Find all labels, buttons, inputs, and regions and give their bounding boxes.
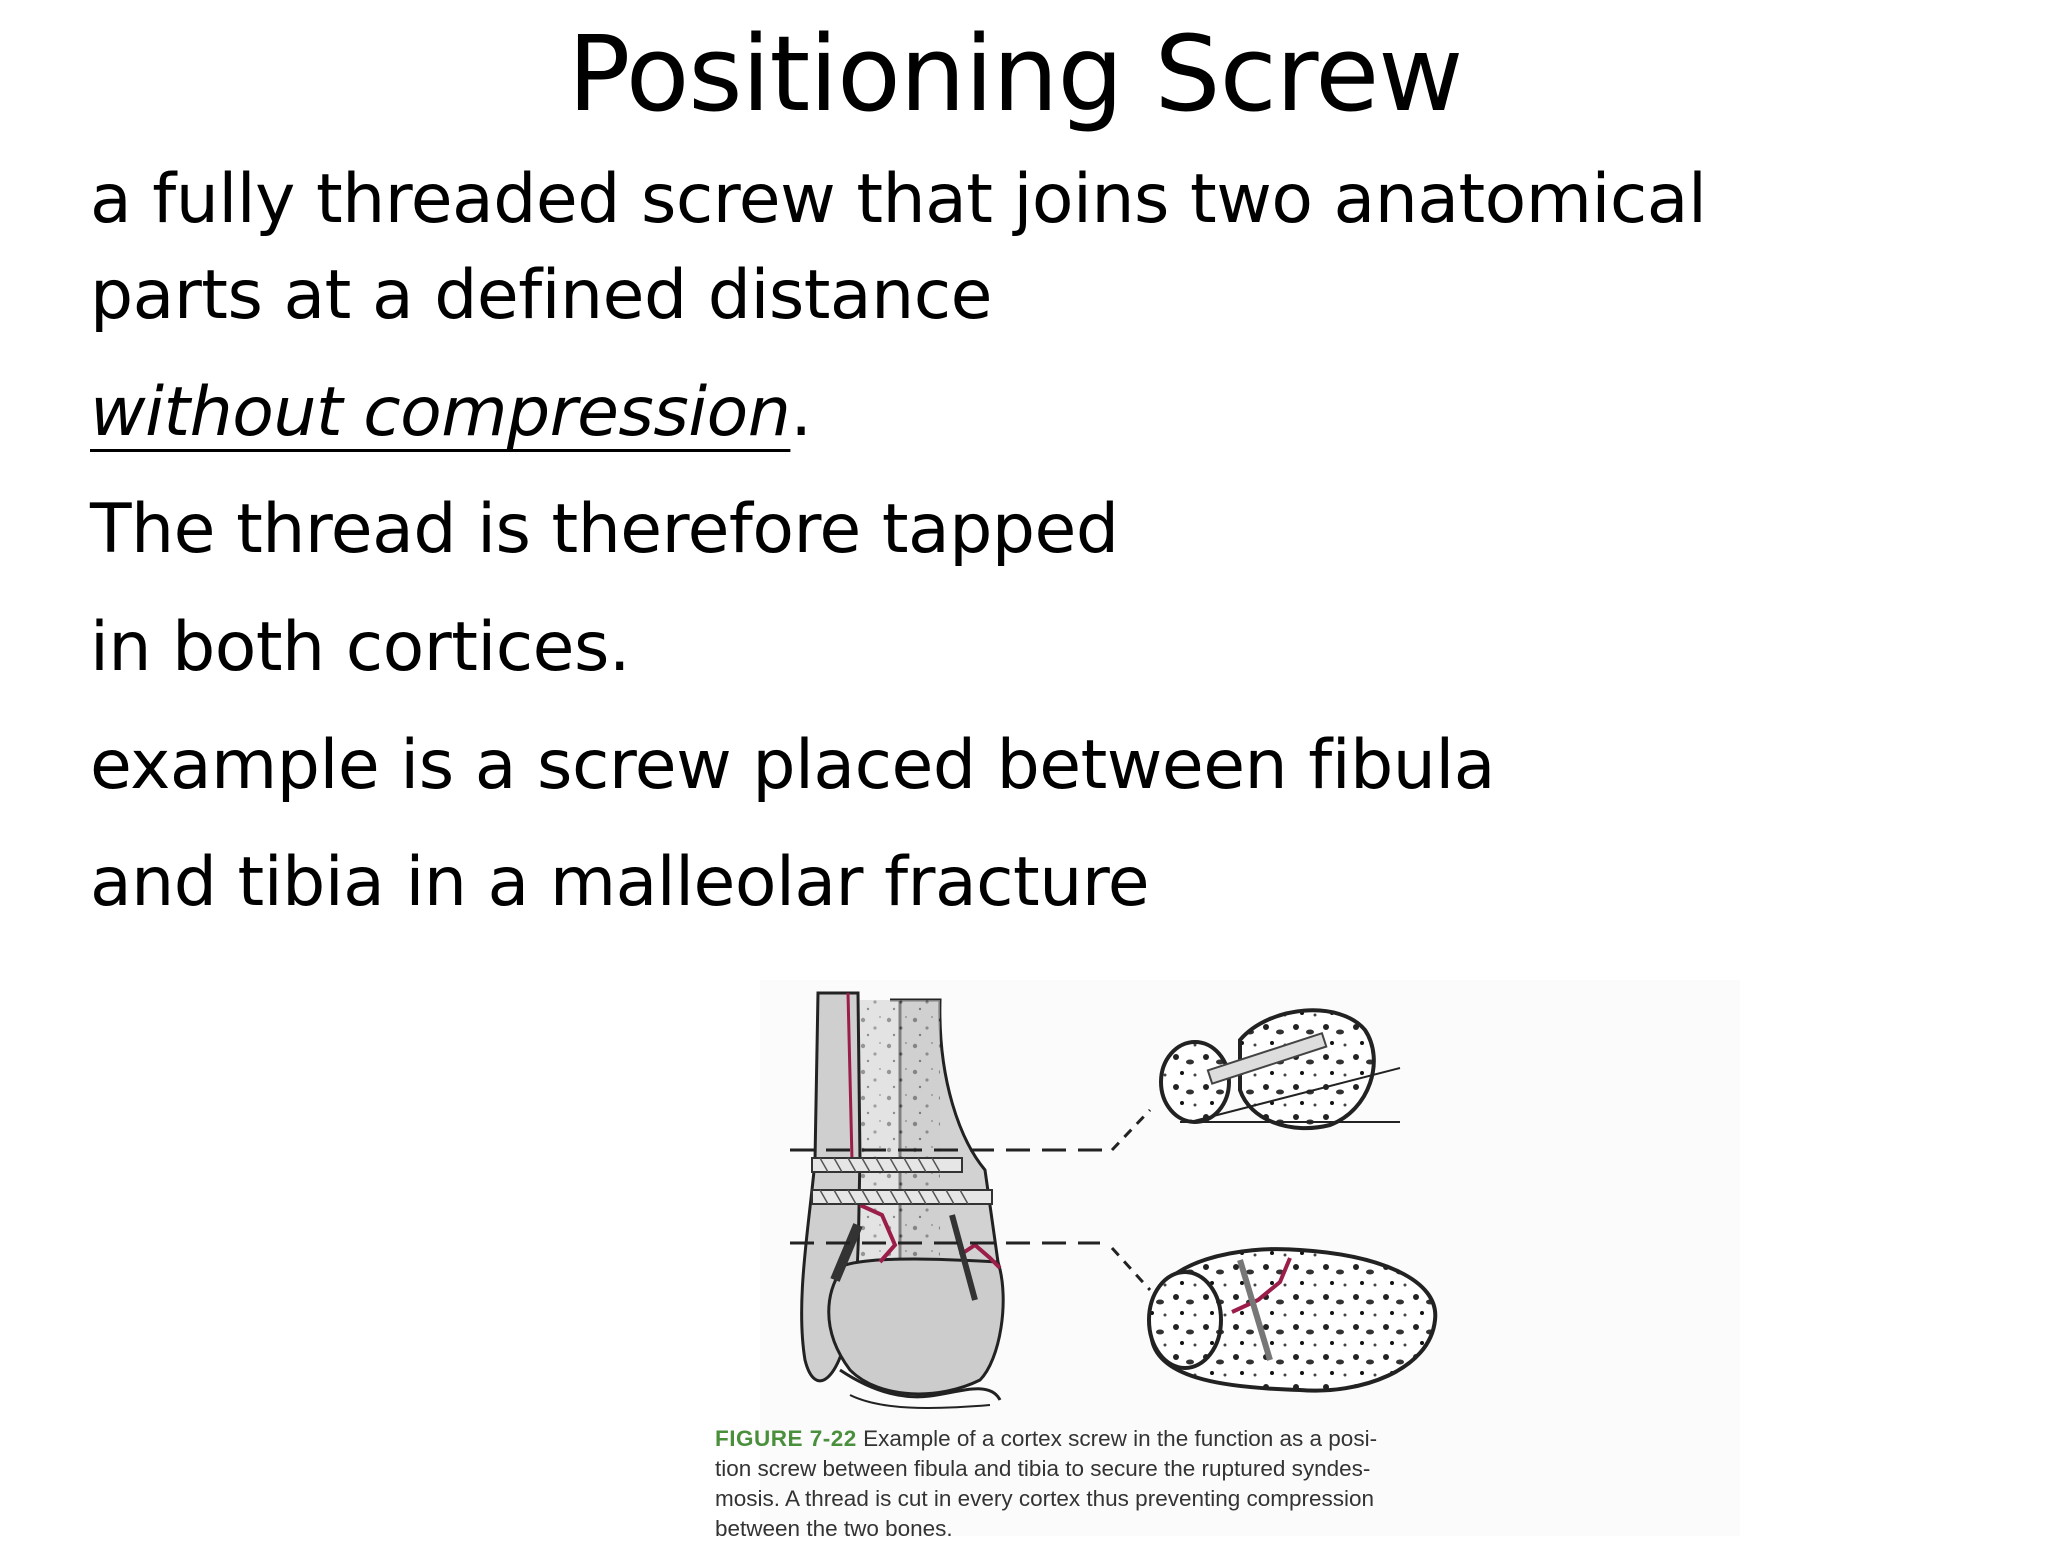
body-line-2: parts at a defined distance xyxy=(90,256,992,335)
period: . xyxy=(790,373,812,452)
figure-label: FIGURE 7-22 xyxy=(715,1426,857,1451)
body-line-7: and tibia in a malleolar fracture xyxy=(90,843,1150,922)
body-line-1: a fully threaded screw that joins two anatomical xyxy=(90,160,1707,239)
figure-caption-text: Example of a cortex screw in the function as a posi- tion screw between fibula and tibia to secure the ruptured syndes- mosis. A thread is cut in every cortex thus preventing compression between the two bones. xyxy=(715,1426,1378,1541)
figure-caption xyxy=(715,1424,1475,1544)
lower-cross-section xyxy=(1149,1249,1435,1391)
slide-title: Positioning Screw xyxy=(567,13,1463,135)
section-connector-lower xyxy=(1112,1248,1150,1290)
emphasis-text: without compression xyxy=(90,373,791,452)
body-line-4: The thread is therefore tapped xyxy=(90,490,1119,569)
upper-cross-section xyxy=(1161,1010,1400,1128)
body-line-5: in both cortices. xyxy=(90,608,631,687)
body-line-6: example is a screw placed between fibula xyxy=(90,726,1495,805)
section-connector-upper xyxy=(1112,1110,1150,1150)
talus-bone xyxy=(829,1259,1003,1408)
